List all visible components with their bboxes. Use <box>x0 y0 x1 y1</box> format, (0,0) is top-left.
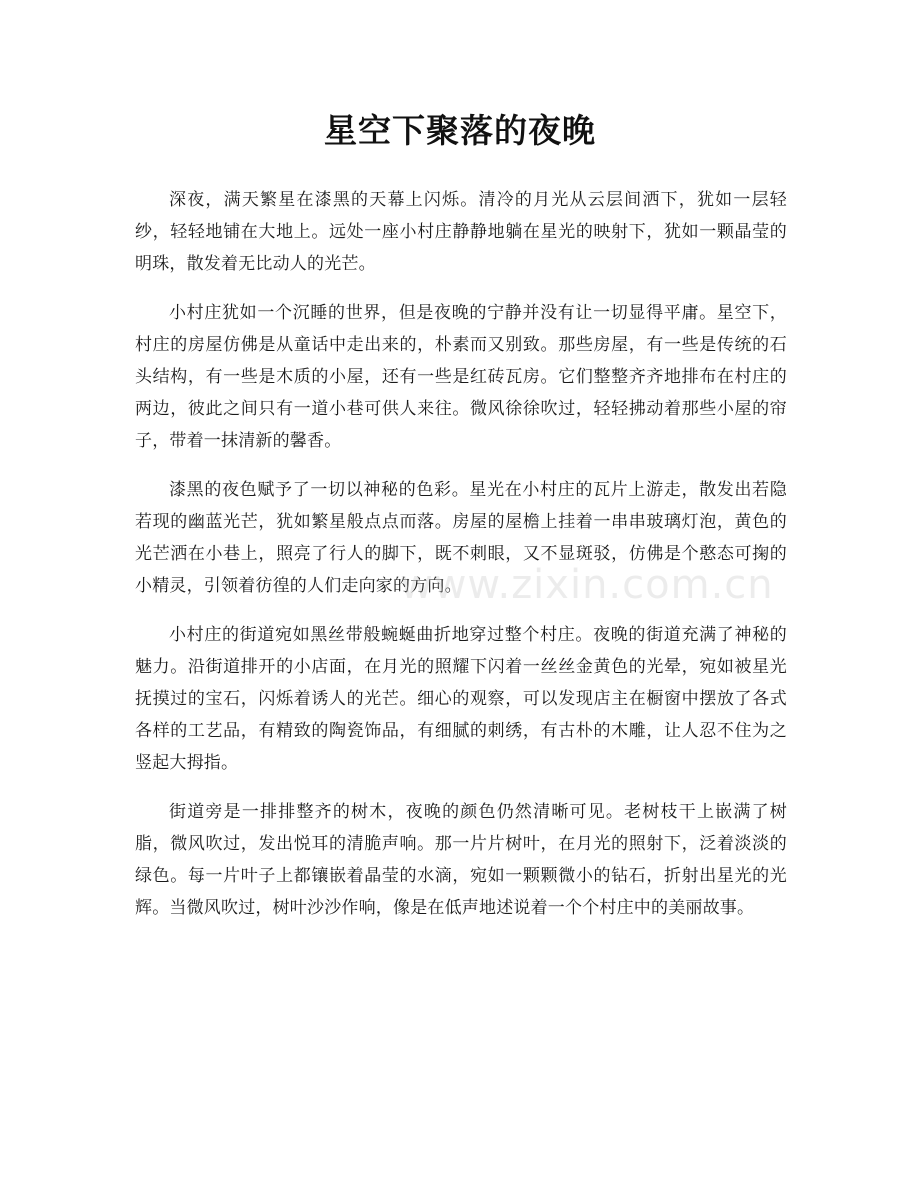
paragraph: 漆黑的夜色赋予了一切以神秘的色彩。星光在小村庄的瓦片上游走，散发出若隐若现的幽蓝光芒，犹如繁星般点点而落。房屋的屋檐上挂着一串串玻璃灯泡，黄色的光芒洒在小巷上，照亮了行人的脚下，既不刺眼，又不显斑驳，仿佛是个憨态可掬的小精灵，引领着彷徨的人们走向家的方向。 <box>135 480 787 596</box>
paragraph: 街道旁是一排排整齐的树木，夜晚的颜色仍然清晰可见。老树枝干上嵌满了树脂，微风吹过，发出悦耳的清脆声响。那一片片树叶，在月光的照射下，泛着淡淡的绿色。每一片叶子上都镶嵌着晶莹的水滴，宛如一颗颗微小的钻石，折射出星光的光辉。当微风吹过，树叶沙沙作响，像是在低声地述说着一个个村庄中的美丽故事。 <box>135 802 787 918</box>
paragraph: 小村庄犹如一个沉睡的世界，但是夜晚的宁静并没有让一切显得平庸。星空下，村庄的房屋仿佛是从童话中走出来的，朴素而又别致。那些房屋，有一些是传统的石头结构，有一些是木质的小屋，还有一些是红砖瓦房。它们整整齐齐地排布在村庄的两边，彼此之间只有一道小巷可供人来往。微风徐徐吹过，轻轻拂动着那些小屋的帘子，带着一抹清新的馨香。 <box>135 303 787 451</box>
page-title: 星空下聚落的夜晚 <box>324 111 596 150</box>
paragraph: 深夜，满天繁星在漆黑的天幕上闪烁。清冷的月光从云层间洒下，犹如一层轻纱，轻轻地铺在大地上。远处一座小村庄静静地躺在星光的映射下，犹如一颗晶莹的明珠，散发着无比动人的光芒。 <box>135 190 787 274</box>
paragraph: 小村庄的街道宛如黑丝带般蜿蜒曲折地穿过整个村庄。夜晚的街道充满了神秘的魅力。沿街道排开的小店面，在月光的照耀下闪着一丝丝金黄色的光晕，宛如被星光抚摸过的宝石，闪烁着诱人的光芒。细心的观察，可以发现店主在橱窗中摆放了各式各样的工艺品，有精致的陶瓷饰品，有细腻的刺绣，有古朴的木雕，让人忍不住为之竖起大拇指。 <box>135 625 787 773</box>
document-body <box>135 184 787 941</box>
watermark: www.zixin.com.cn <box>400 562 774 608</box>
